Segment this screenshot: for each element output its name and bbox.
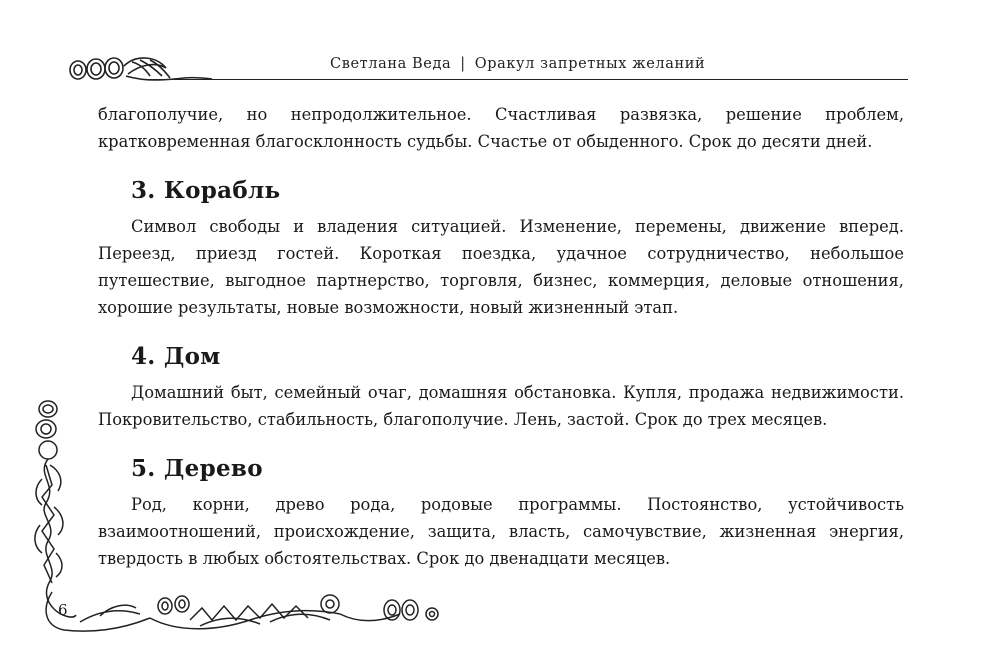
- header-book-title: Оракул запретных желаний: [474, 56, 706, 72]
- header-separator: |: [460, 56, 466, 72]
- section-heading: 4. Дом: [131, 343, 221, 370]
- running-header: [330, 56, 705, 72]
- section-korabl: [98, 176, 904, 321]
- header-rule: [150, 79, 908, 80]
- section-heading: 3. Корабль: [131, 177, 281, 204]
- continuation-paragraph: благополучие, но непродолжительное. Счастливая развязка, решение проблем, кратковременная благосклонность судьбы. Счастье от обыденного. Срок до десяти дней.: [98, 105, 904, 151]
- section-derevo: [98, 454, 904, 572]
- page-body: [98, 101, 904, 155]
- section-paragraph: Домашний быт, семейный очаг, домашняя обстановка. Купля, продажа недвижимости. Покровительство, стабильность, благополучие. Лень, застой. Срок до трех месяцев.: [98, 383, 904, 429]
- footer-ornament-icon: [40, 590, 450, 635]
- header-author: Светлана Веда: [330, 56, 452, 72]
- page-number: 6: [58, 601, 68, 619]
- section-dom: [98, 342, 904, 433]
- header-ornament-icon: [66, 52, 216, 92]
- section-paragraph: Символ свободы и владения ситуацией. Изменение, перемены, движение вперед. Переезд, приезд гостей. Короткая поездка, удачное сотрудничество, небольшое путешествие, выгодное партнерство, торговля, бизнес, коммерция, деловые отношения, хорошие результаты, новые возможности, новый жизненный этап.: [98, 217, 904, 317]
- section-paragraph: Род, корни, древо рода, родовые программы. Постоянство, устойчивость взаимоотношений, происхождение, защита, власть, самочувствие, жизненная энергия, твердость в любых обстоятельствах. Срок до двенадцати месяцев.: [98, 495, 904, 568]
- section-heading: 5. Дерево: [131, 455, 263, 482]
